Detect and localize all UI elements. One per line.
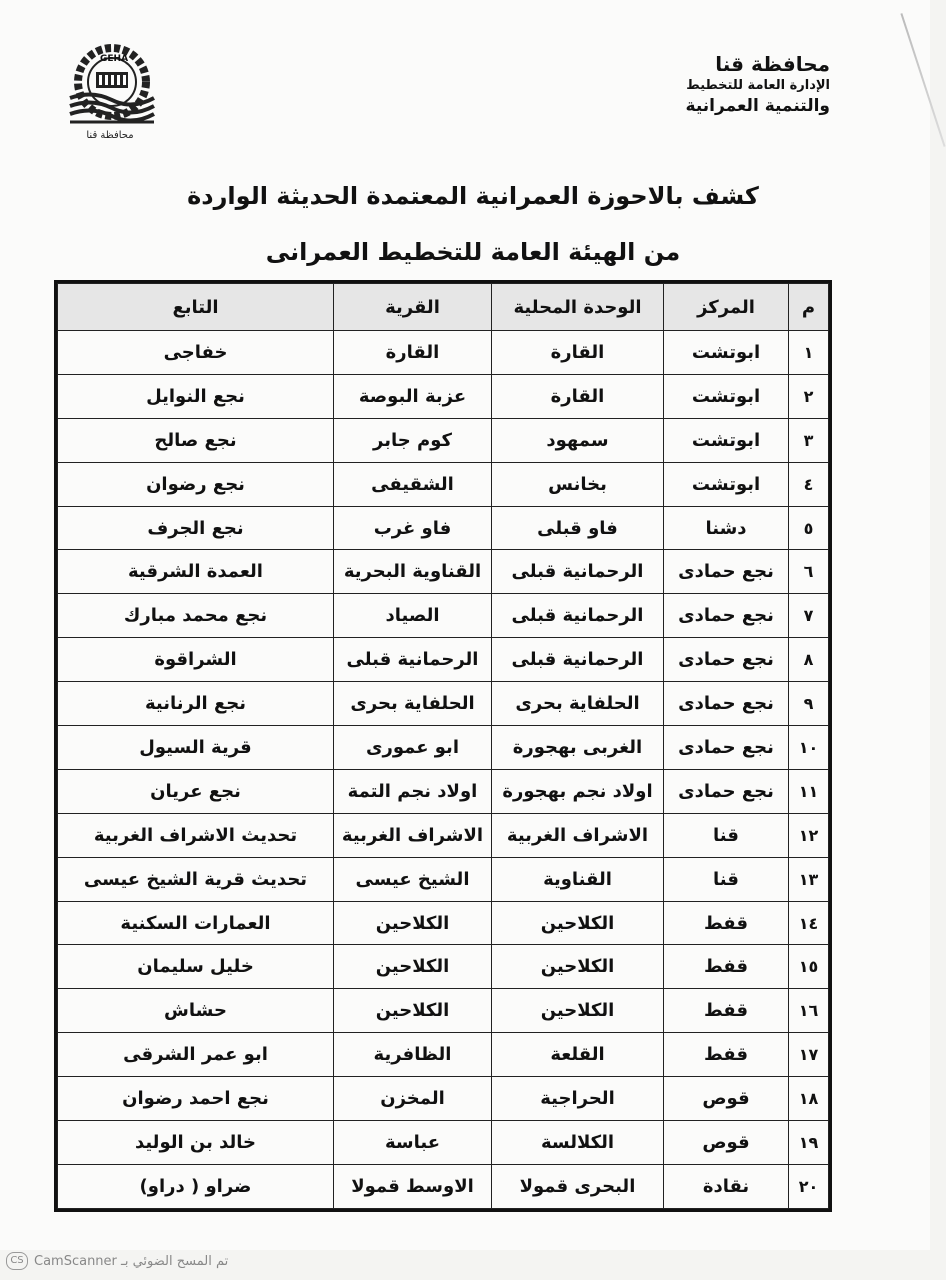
cell-village: الكلاحين xyxy=(334,901,492,945)
cell-hamlet: نجع عريان xyxy=(58,769,334,813)
cell-number: ٢٠ xyxy=(789,1164,829,1208)
cell-number: ١٢ xyxy=(789,813,829,857)
cell-local-unit: البحرى قمولا xyxy=(492,1164,664,1208)
cell-number: ١٤ xyxy=(789,901,829,945)
cell-markaz: نجع حمادى xyxy=(664,550,789,594)
cell-village: الرحمانية قبلى xyxy=(334,638,492,682)
table-row xyxy=(58,1164,829,1208)
cell-village: الصياد xyxy=(334,594,492,638)
cell-hamlet: قرية السيول xyxy=(58,726,334,770)
cell-hamlet: حشاش xyxy=(58,989,334,1033)
cell-local-unit: الكلاحين xyxy=(492,901,664,945)
cell-village: عزبة البوصة xyxy=(334,374,492,418)
cell-hamlet: خالد بن الوليد xyxy=(58,1121,334,1165)
scanner-text: تم المسح الضوئي بـ CamScanner xyxy=(34,1253,229,1269)
cell-hamlet: خفاجى xyxy=(58,331,334,375)
cell-village: القارة xyxy=(334,331,492,375)
cell-local-unit: الحراجية xyxy=(492,1077,664,1121)
table-row xyxy=(58,901,829,945)
cell-hamlet: نجع الرنانية xyxy=(58,682,334,726)
table-row xyxy=(58,989,829,1033)
document-subtitle: من الهيئة العامة للتخطيط العمرانى xyxy=(265,238,681,266)
cell-number: ١٥ xyxy=(789,945,829,989)
cell-local-unit: القلعة xyxy=(492,1033,664,1077)
cell-hamlet: تحديث قرية الشيخ عيسى xyxy=(58,857,334,901)
cell-village: الاشراف الغربية xyxy=(334,813,492,857)
cell-markaz: نجع حمادى xyxy=(664,594,789,638)
table-row xyxy=(58,506,829,550)
cell-markaz: دشنا xyxy=(664,506,789,550)
cell-number: ٧ xyxy=(789,594,829,638)
department-line-2: والتنمية العمرانية xyxy=(685,96,830,116)
cell-markaz: ابوتشت xyxy=(664,331,789,375)
cell-hamlet: ابو عمر الشرقى xyxy=(58,1033,334,1077)
table-row xyxy=(58,331,829,375)
cell-local-unit: فاو قبلى xyxy=(492,506,664,550)
cell-local-unit: سمهود xyxy=(492,418,664,462)
cell-local-unit: القارة xyxy=(492,374,664,418)
cell-markaz: ابوتشت xyxy=(664,374,789,418)
cell-number: ١٩ xyxy=(789,1121,829,1165)
table-row xyxy=(58,857,829,901)
camscanner-icon: CS xyxy=(6,1252,28,1270)
paper-fold xyxy=(900,13,945,147)
cell-markaz: نقادة xyxy=(664,1164,789,1208)
cell-village: اولاد نجم التمة xyxy=(334,769,492,813)
cell-markaz: قوص xyxy=(664,1077,789,1121)
cell-number: ٥ xyxy=(789,506,829,550)
cell-hamlet: تحديث الاشراف الغربية xyxy=(58,813,334,857)
cell-markaz: قفط xyxy=(664,945,789,989)
cell-markaz: نجع حمادى xyxy=(664,769,789,813)
table-row xyxy=(58,638,829,682)
table-row xyxy=(58,1077,829,1121)
column-header-village: القرية xyxy=(334,284,492,331)
cell-markaz: قوص xyxy=(664,1121,789,1165)
cell-local-unit: الرحمانية قبلى xyxy=(492,550,664,594)
cell-hamlet: نجع الجرف xyxy=(58,506,334,550)
cell-markaz: قفط xyxy=(664,1033,789,1077)
cell-local-unit: اولاد نجم بهجورة xyxy=(492,769,664,813)
table-row xyxy=(58,813,829,857)
cell-number: ٣ xyxy=(789,418,829,462)
cell-number: ١٣ xyxy=(789,857,829,901)
cell-markaz: نجع حمادى xyxy=(664,682,789,726)
cell-village: الكلاحين xyxy=(334,945,492,989)
table-row xyxy=(58,594,829,638)
cell-number: ٤ xyxy=(789,462,829,506)
document-title: كشف بالاحوزة العمرانية المعتمدة الحديثة الواردة xyxy=(187,182,759,210)
cell-village: عباسة xyxy=(334,1121,492,1165)
logo-text: GEHA xyxy=(100,54,129,64)
cell-number: ١ xyxy=(789,331,829,375)
cell-hamlet: خليل سليمان xyxy=(58,945,334,989)
cell-local-unit: الرحمانية قبلى xyxy=(492,638,664,682)
table-row xyxy=(58,726,829,770)
cell-markaz: ابوتشت xyxy=(664,418,789,462)
cell-hamlet: العمدة الشرقية xyxy=(58,550,334,594)
cell-hamlet: نجع صالح xyxy=(58,418,334,462)
cell-local-unit: القارة xyxy=(492,331,664,375)
cell-number: ٨ xyxy=(789,638,829,682)
scanner-footer xyxy=(6,1252,228,1270)
cell-local-unit: الحلفاية بحرى xyxy=(492,682,664,726)
boundaries-table xyxy=(54,280,832,1212)
cell-markaz: قفط xyxy=(664,989,789,1033)
cell-hamlet: الشراقوة xyxy=(58,638,334,682)
column-header-local-unit: الوحدة المحلية xyxy=(492,284,664,331)
cell-hamlet: نجع رضوان xyxy=(58,462,334,506)
department-line-1: الإدارة العامة للتخطيط xyxy=(686,78,830,93)
cell-local-unit: الغربى بهجورة xyxy=(492,726,664,770)
cell-local-unit: القناوية xyxy=(492,857,664,901)
cell-hamlet: نجع النوايل xyxy=(58,374,334,418)
table-row xyxy=(58,682,829,726)
cell-hamlet: العمارات السكنية xyxy=(58,901,334,945)
cell-village: كوم جابر xyxy=(334,418,492,462)
cell-village: الظافرية xyxy=(334,1033,492,1077)
cell-village: الاوسط قمولا xyxy=(334,1164,492,1208)
cell-number: ٩ xyxy=(789,682,829,726)
cell-village: الشيخ عيسى xyxy=(334,857,492,901)
table-row xyxy=(58,769,829,813)
cell-village: القناوية البحرية xyxy=(334,550,492,594)
cell-village: الكلاحين xyxy=(334,989,492,1033)
table-row xyxy=(58,418,829,462)
governorate-name: محافظة قنا xyxy=(715,52,830,76)
column-header-number: م xyxy=(789,284,829,331)
cell-hamlet: نجع احمد رضوان xyxy=(58,1077,334,1121)
cell-local-unit: الرحمانية قبلى xyxy=(492,594,664,638)
table-row xyxy=(58,1121,829,1165)
cell-number: ٢ xyxy=(789,374,829,418)
cell-number: ١١ xyxy=(789,769,829,813)
cell-number: ١٧ xyxy=(789,1033,829,1077)
cell-number: ١٠ xyxy=(789,726,829,770)
cell-markaz: نجع حمادى xyxy=(664,638,789,682)
table-row xyxy=(58,374,829,418)
cell-local-unit: الكلالسة xyxy=(492,1121,664,1165)
table-row xyxy=(58,945,829,989)
cell-local-unit: الاشراف الغربية xyxy=(492,813,664,857)
cell-markaz: قنا xyxy=(664,857,789,901)
cell-markaz: قفط xyxy=(664,901,789,945)
cell-markaz: ابوتشت xyxy=(664,462,789,506)
cell-local-unit: بخانس xyxy=(492,462,664,506)
cell-village: الشقيفى xyxy=(334,462,492,506)
table-row xyxy=(58,462,829,506)
table-header-row xyxy=(58,284,829,331)
cell-number: ١٨ xyxy=(789,1077,829,1121)
cell-number: ٦ xyxy=(789,550,829,594)
cell-local-unit: الكلاحين xyxy=(492,945,664,989)
cell-village: المخزن xyxy=(334,1077,492,1121)
governorate-header xyxy=(670,52,830,116)
cell-markaz: قنا xyxy=(664,813,789,857)
cell-local-unit: الكلاحين xyxy=(492,989,664,1033)
column-header-markaz: المركز xyxy=(664,284,789,331)
cell-village: فاو غرب xyxy=(334,506,492,550)
cell-number: ١٦ xyxy=(789,989,829,1033)
cell-village: الحلفاية بحرى xyxy=(334,682,492,726)
cell-hamlet: ضراو ( دراو) xyxy=(58,1164,334,1208)
logo-caption: محافظة قنا xyxy=(86,130,134,141)
table-row xyxy=(58,1033,829,1077)
cell-village: ابو عمورى xyxy=(334,726,492,770)
column-header-hamlet: التابع xyxy=(58,284,334,331)
table-row xyxy=(58,550,829,594)
cell-hamlet: نجع محمد مبارك xyxy=(58,594,334,638)
cell-markaz: نجع حمادى xyxy=(664,726,789,770)
